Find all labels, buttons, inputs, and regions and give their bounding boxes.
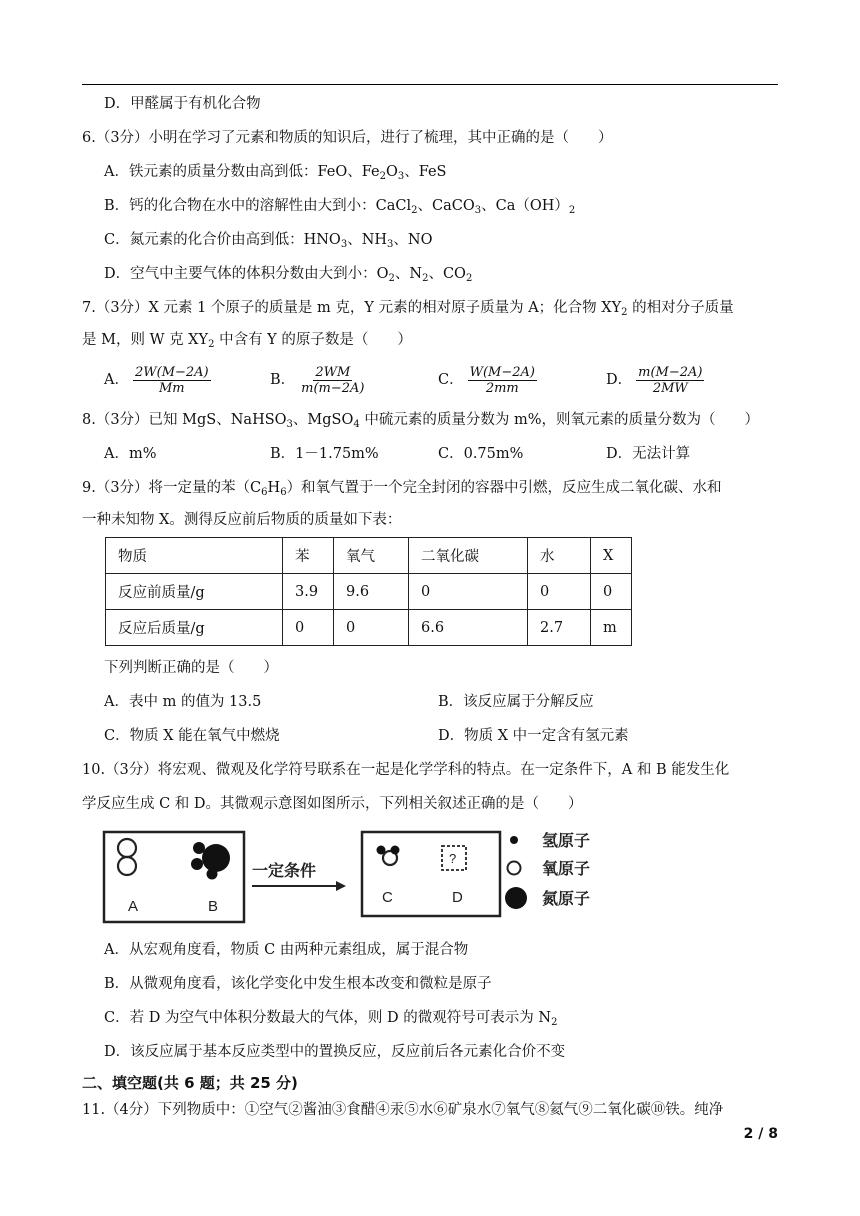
- q6-option-b: B．钙的化合物在水中的溶解性由大到小：CaCl$_2$、CaCO$_3$、$Ca(OH)_2$: [104, 198, 576, 216]
- legend-hydrogen: 氢原子: [542, 831, 591, 850]
- q6-option-a: A．铁元素的质量分数由高到低：FeO、$Fe_2O_3$、FeS: [104, 164, 447, 182]
- q8-stem: 8.（3分）已知 MgS、NaHSO$_3$、MgSO$_4$ 中硫元素的质量分数为 m%，则氧元素的质量分数为（ ）: [82, 412, 759, 430]
- table-cell: 0: [409, 574, 528, 610]
- table-cell: 2.7: [528, 610, 591, 646]
- table-cell: 0: [283, 610, 334, 646]
- table-cell: 9.6: [334, 574, 409, 610]
- q9-stem-line2: 一种未知物 X。测得反应前后物质的质量如下表：: [82, 512, 402, 528]
- table-cell: 苯: [283, 538, 334, 574]
- molecule-b-icon: [191, 842, 230, 880]
- q7-option-b: B． $\frac{2WM}{m(m-2A)}$: [270, 364, 365, 396]
- q9-option-b: B．该反应属于分解反应: [438, 694, 594, 710]
- table-row: [106, 574, 632, 610]
- q7-option-a: A． $\frac{2W(M-2A)}{Mm}$: [104, 364, 209, 396]
- q8-option-b: B．1－1.75m%: [270, 446, 379, 462]
- q9-stem-line1: 9.（3分）将一定量的苯$(C_6H_6)$和氧气置于一个完全封闭的容器中引燃，反应生成二氧化碳、水和: [82, 480, 722, 498]
- q9-option-c: C．物质 X 能在氧气中燃烧: [104, 728, 280, 744]
- table-cell: 二氧化碳: [409, 538, 528, 574]
- label-b: B: [208, 898, 219, 915]
- mass-table: [105, 537, 632, 646]
- legend-nitrogen: 氮原子: [542, 889, 591, 908]
- table-cell: 0: [591, 574, 632, 610]
- reactants-box: [104, 832, 244, 922]
- table-cell: 0: [528, 574, 591, 610]
- molecule-c-icon: [377, 846, 400, 866]
- q7-stem-line2: 是 M，则 W 克 $XY_2$ 中含有 Y 的原子数是（ ）: [82, 332, 412, 350]
- table-cell: m: [591, 610, 632, 646]
- hydrogen-atom-icon: [510, 836, 518, 844]
- q10-option-d: D．该反应属于基本反应类型中的置换反应，反应前后各元素化合价不变: [104, 1044, 566, 1060]
- table-row: [106, 538, 632, 574]
- q6-stem: 6.（3分）小明在学习了元素和物质的知识后，进行了梳理，其中正确的是（ ）: [82, 130, 613, 146]
- q10-stem-line1: 10.（3分）将宏观、微观及化学符号联系在一起是化学学科的特点。在一定条件下，A 和 B 能发生化: [82, 762, 730, 778]
- table-cell: 物质: [106, 538, 283, 574]
- q10-option-b: B．从微观角度看，该化学变化中发生根本改变和微粒是原子: [104, 976, 492, 992]
- q10-option-a: A．从宏观角度看，物质 C 由两种元素组成，属于混合物: [104, 942, 469, 958]
- condition-label: 一定条件: [252, 861, 317, 880]
- table-cell: 反应后质量/g: [106, 610, 283, 646]
- q7-stem-line1: 7.（3分）X 元素 1 个原子的质量是 m 克，Y 元素的相对原子质量为 A；化合物 $XY_2$ 的相对分子质量: [82, 300, 734, 318]
- unknown-mark: ?: [449, 851, 457, 866]
- header-rule: [82, 84, 778, 85]
- q10-option-c: C．若 D 为空气中体积分数最大的气体，则 D 的微观符号可表示为 $N_2$: [104, 1010, 558, 1028]
- q5-option-d: D．甲醛属于有机化合物: [104, 96, 261, 112]
- arrow-head-icon: [336, 881, 346, 891]
- q9-prompt: 下列判断正确的是（ ）: [104, 660, 278, 676]
- table-cell: 反应前质量/g: [106, 574, 283, 610]
- section-heading: 二、填空题(共 6 题；共 25 分): [82, 1074, 298, 1092]
- q7-option-c: C． $\frac{W(M-2A)}{2mm}$: [438, 364, 535, 396]
- q8-option-c: C．0.75m%: [438, 446, 524, 462]
- q8-option-a: A．m%: [104, 446, 157, 462]
- nitrogen-atom-icon: [505, 887, 527, 909]
- table-row: [106, 610, 632, 646]
- molecule-a-icon: [118, 839, 136, 875]
- label-d: D: [452, 889, 463, 906]
- table-cell: 3.9: [283, 574, 334, 610]
- label-c: C: [382, 889, 393, 906]
- q9-option-d: D．物质 X 中一定含有氢元素: [438, 728, 629, 744]
- table-cell: 0: [334, 610, 409, 646]
- q8-option-d: D．无法计算: [606, 446, 691, 462]
- q10-stem-line2: 学反应生成 C 和 D。其微观示意图如图所示，下列相关叙述正确的是（ ）: [82, 796, 583, 812]
- q11-stem: 11.（4分）下列物质中：①空气②酱油③食醋④汞⑤水⑥矿泉水⑦氧气⑧氦气⑨二氧化碳⑩铁。纯净: [82, 1102, 724, 1118]
- oxygen-atom-icon: [508, 862, 521, 875]
- page-number: 2 / 8: [743, 1126, 778, 1142]
- table-cell: 氧气: [334, 538, 409, 574]
- legend-oxygen: 氧原子: [542, 859, 591, 878]
- table-cell: 水: [528, 538, 591, 574]
- q6-option-c: C．氮元素的化合价由高到低：$HNO_3$、$NH_3$、NO: [104, 232, 433, 250]
- q9-option-a: A．表中 m 的值为 13.5: [104, 694, 262, 710]
- table-cell: X: [591, 538, 632, 574]
- q6-option-d: D．空气中主要气体的体积分数由大到小：$O_2$、$N_2$、$CO_2$: [104, 266, 473, 284]
- reaction-diagram: [100, 826, 620, 926]
- label-a: A: [128, 898, 139, 915]
- table-cell: 6.6: [409, 610, 528, 646]
- q7-option-d: D． $\frac{m(M-2A)}{2MW}$: [606, 364, 703, 396]
